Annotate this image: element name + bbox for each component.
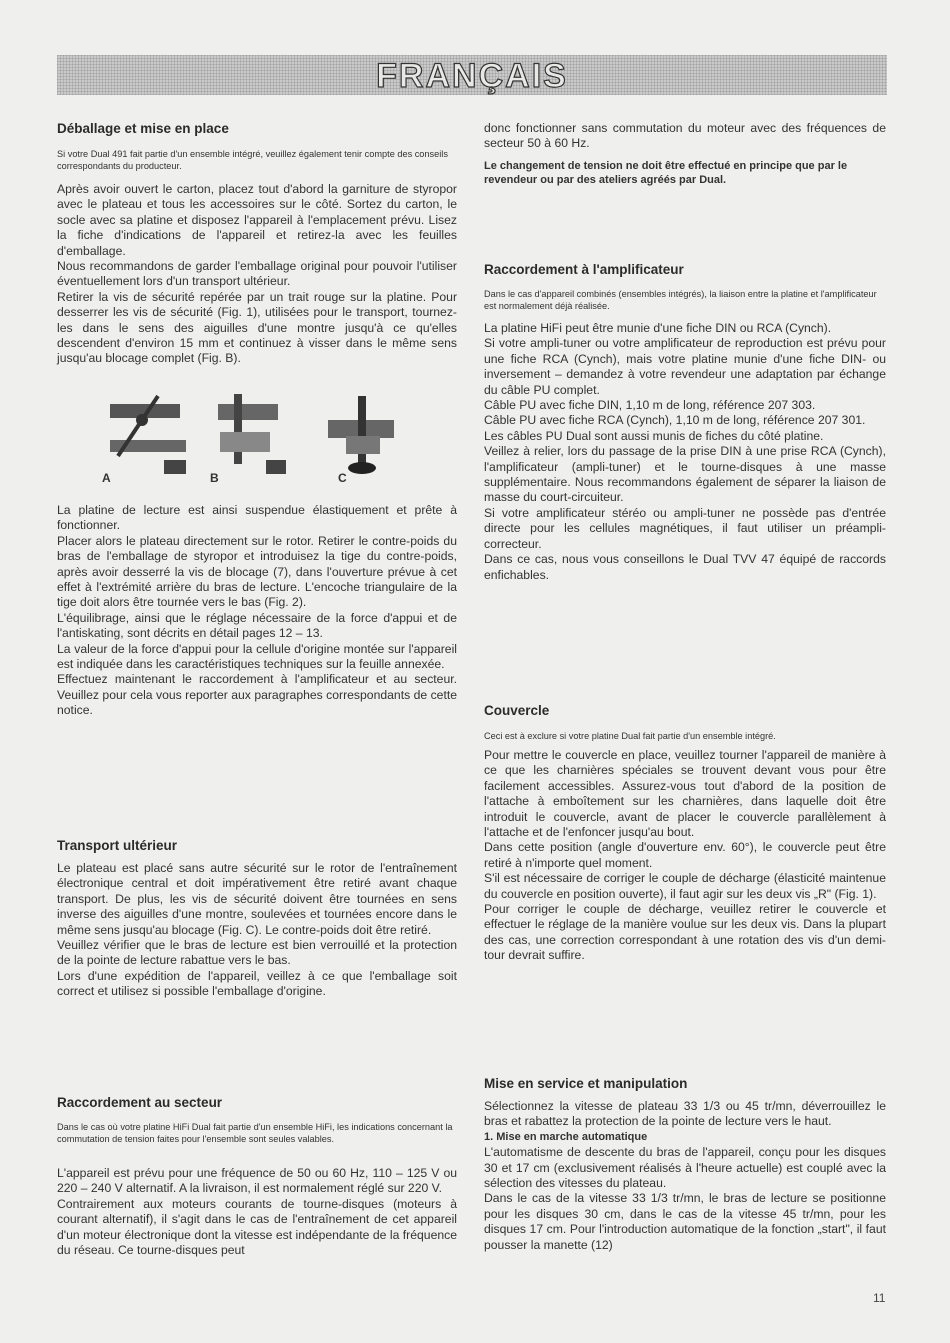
lid-p4: Pour corriger le couple de décharge, veuillez retirer le couvercle et effectuer le réglage de la manière voulue sur les deux vis. Dans la plupart des cas, une correction correspondant à une rotation des vis d'un demi-tour devrait suffire. <box>484 902 886 963</box>
voltage-warning: Le changement de tension ne doit être effectué en principe que par le revendeur ou par des ateliers agréés par Dual. <box>484 160 848 186</box>
section-title-mains: Raccordement au secteur <box>57 1095 223 1110</box>
setup-p4: La valeur de la force d'appui pour la cellule d'origine montée sur l'appareil est indiquée dans les caractéristiques techniques sur la feuille annexée. <box>57 641 457 672</box>
lid-p3: S'il est nécessaire de corriger le couple de décharge (élasticité maintenue du couvercle en position ouverte), il faut agir sur les deux vis „R" (Fig. 1). <box>484 871 886 901</box>
lid-intro: Ceci est à exclure si votre platine Dual fait partie d'un ensemble intégré. <box>484 731 776 741</box>
transport-p1: Le plateau est placé sans autre sécurité sur le rotor de l'entraînement électronique central et doit impérativement être retiré avant chaque transport. De plus, les vis de sécurité doivent être tournées en sens inverse des aiguilles d'une montre, soulevées et tournées encore dans le même sens jusqu'au blocage (Fig. C). Le contre-poids doit être retiré. <box>57 861 457 937</box>
operation-p2: L'automatisme de descente du bras de l'appareil, conçu pour les disques 30 et 17 cm (exclusivement réalisés à l'heure actuelle) est couplé avec la sélection des vitesses du plateau. <box>484 1145 886 1191</box>
section-title-amplifier: Raccordement à l'amplificateur <box>484 262 684 277</box>
amplifier-p4: Câble PU avec fiche RCA (Cynch), 1,10 m de long, référence 207 301. <box>484 413 866 428</box>
figure-b <box>218 394 286 474</box>
operation-p3: Dans le cas de la vitesse 33 1/3 tr/mn, le bras de lecture se positionne pour les disques 30 cm, dans le cas de la vitesse 45 tr/mn, pour les disques 17 cm. Pour l'introduction automatique de la fonction „start", il faut pousser la manette (12) <box>484 1191 886 1252</box>
lid-p1: Pour mettre le couvercle en place, veuillez tourner l'appareil de manière à ce que les charnières spéciales se trouvent devant vous pour être facilement accessibles. Assurez-vous tout d'abord de la position de l'attache à emboîtement sur les charnières, dans laquelle doit être introduit le couvercle, avant de placer le couvercle parallèlement à l'attache et de l'enfoncer jusqu'au bout. <box>484 748 886 840</box>
mains-p1: L'appareil est prévu pour une fréquence de 50 ou 60 Hz, 110 – 125 V ou 220 – 240 V alternatif. A la livraison, il est normalement réglé sur 220 V. <box>57 1166 457 1196</box>
figure-label-b: B <box>210 471 219 485</box>
transport-screw-figures <box>100 392 410 487</box>
transport-p2: Veuillez vérifier que le bras de lecture est bien verrouillé et la protection de la pointe de lecture rabattue vers le bas. <box>57 938 457 968</box>
amplifier-p2: Si votre ampli-tuner ou votre amplificateur de reproduction est prévu pour une fiche RCA (Cynch), mais votre platine munie d'une fiche DIN- ou inversement – demandez à votre revendeur une adaptation par échange du câble PU complet. <box>484 336 886 397</box>
amplifier-intro: Dans le cas d'appareil combinés (ensembles intégrés), la liaison entre la platine et l'amplificateur est normalement déjà réalisée. <box>484 289 877 311</box>
operation-p1: Sélectionnez la vitesse de plateau 33 1/3 ou 45 tr/mn, déverrouillez le bras et rabattez la protection de la pointe de lecture vers le haut. <box>484 1099 886 1129</box>
amplifier-text <box>484 321 886 583</box>
language-banner <box>57 55 887 95</box>
transport-text <box>57 861 457 1000</box>
amplifier-p7: Si votre amplificateur stéréo ou ampli-tuner ne possède pas d'entrée directe pour les cellules magnétiques, il faut utiliser un préampli-correcteur. <box>484 505 886 551</box>
figure-c <box>328 396 394 474</box>
figure-label-a: A <box>102 471 111 485</box>
amplifier-p8: Dans ce cas, nous vous conseillons le Dual TVV 47 équipé de raccords enfichables. <box>484 552 886 582</box>
mains-text <box>57 1166 457 1258</box>
unpacking-text <box>57 182 457 367</box>
lid-p2: Dans cette position (angle d'ouverture env. 60°), le couvercle peut être retiré à n'importe quel moment. <box>484 840 886 870</box>
operation-subtitle: 1. Mise en marche automatique <box>484 1130 648 1143</box>
mains-continued <box>484 121 886 152</box>
banner-title: FRANÇAIS <box>376 57 568 95</box>
figure-label-c: C <box>338 471 347 485</box>
amplifier-p3: Câble PU avec fiche DIN, 1,10 m de long, référence 207 303. <box>484 398 816 413</box>
mains-p2: Contrairement aux moteurs courants de tourne-disques (moteurs à courant alternatif), il s'agit dans le cas de l'entraînement de cet appareil d'un moteur électronique dont la vitesse est indépendante de la fréquence du réseau. Ce tourne-disques peut <box>57 1196 457 1258</box>
figure-a <box>110 396 186 474</box>
setup-p5: Effectuez maintenant le raccordement à l'amplificateur et au secteur. Veuillez pour cela vous reporter aux paragraphes correspondants de cette notice. <box>57 672 457 718</box>
section-title-operation: Mise en service et manipulation <box>484 1076 688 1091</box>
setup-p3: L'équilibrage, ainsi que le réglage nécessaire de la force d'appui et de l'antiskating, sont décrits en détail pages 12 – 13. <box>57 610 457 641</box>
mains-cont-p1: donc fonctionner sans commutation du moteur avec des fréquences de secteur 50 à 60 Hz. <box>484 121 886 151</box>
transport-p3: Lors d'une expédition de l'appareil, veillez à ce que l'emballage soit correct et utilisez si possible l'emballage d'origine. <box>57 968 457 999</box>
unpacking-p2: Nous recommandons de garder l'emballage original pour pouvoir l'utiliser éventuellement lors d'un transport ultérieur. <box>57 259 457 289</box>
unpacking-intro: Si votre Dual 491 fait partie d'un ensemble intégré, veuillez également tenir compte des conseils correspondants du producteur. <box>57 149 448 171</box>
setup-p2: Placer alors le plateau directement sur le rotor. Retirer le contre-poids du bras de l'emballage de styropor et introduisez la tige du contre-poids, après avoir desserré la vis de blocage (7), dans l'ouverture prévue à cet effet à l'extrémité arrière du bras de lecture. L'encoche triangulaire de la tige doit alors être tournée vers le bas (Fig. 2). <box>57 533 457 610</box>
lid-text <box>484 748 886 964</box>
unpacking-p1: Après avoir ouvert le carton, placez tout d'abord la garniture de styropor avec le plateau et tous les accessoires sur le côté. Sortez du carton, le socle avec sa platine et disposez l'appareil à l'emplacement prévu. Lisez la fiche d'indications de l'appareil et retirez-la avec les feuilles d'emballage. <box>57 182 457 258</box>
amplifier-p6: Veillez à relier, lors du passage de la prise DIN à une prise RCA (Cynch), l'amplificateur (ampli-tuner) et le tourne-disques à une masse supplémentaire. Nous recommandons également de séparer la liaison de masse du court-circuiteur. <box>484 444 886 505</box>
section-title-unpacking: Déballage et mise en place <box>57 121 229 136</box>
section-title-lid: Couvercle <box>484 703 550 718</box>
amplifier-p5: Les câbles PU Dual sont aussi munis de fiches du côté platine. <box>484 428 824 443</box>
page-number: 11 <box>873 1291 886 1305</box>
setup-p1: La platine de lecture est ainsi suspendue élastiquement et prête à fonctionner. <box>57 503 457 533</box>
section-title-transport: Transport ultérieur <box>57 838 178 853</box>
setup-text <box>57 503 457 719</box>
unpacking-p3: Retirer la vis de sécurité repérée par un trait rouge sur la platine. Pour desserrer les vis de sécurité (Fig. 1), utilisées pour le transport, tournez-les dans le sens des aiguilles d'une montre jusqu'à ce qu'elles descendent d'environ 15 mm et continuez à visser dans le même sens jusqu'au blocage complet (Fig. B). <box>57 289 457 366</box>
operation-text <box>484 1099 886 1253</box>
amplifier-p1: La platine HiFi peut être munie d'une fiche DIN ou RCA (Cynch). <box>484 321 832 335</box>
mains-intro: Dans le cas où votre platine HiFi Dual fait partie d'un ensemble HiFi, les indications concernant la commutation de tension faites pour l'ensemble sont seules valables. <box>57 1122 453 1144</box>
